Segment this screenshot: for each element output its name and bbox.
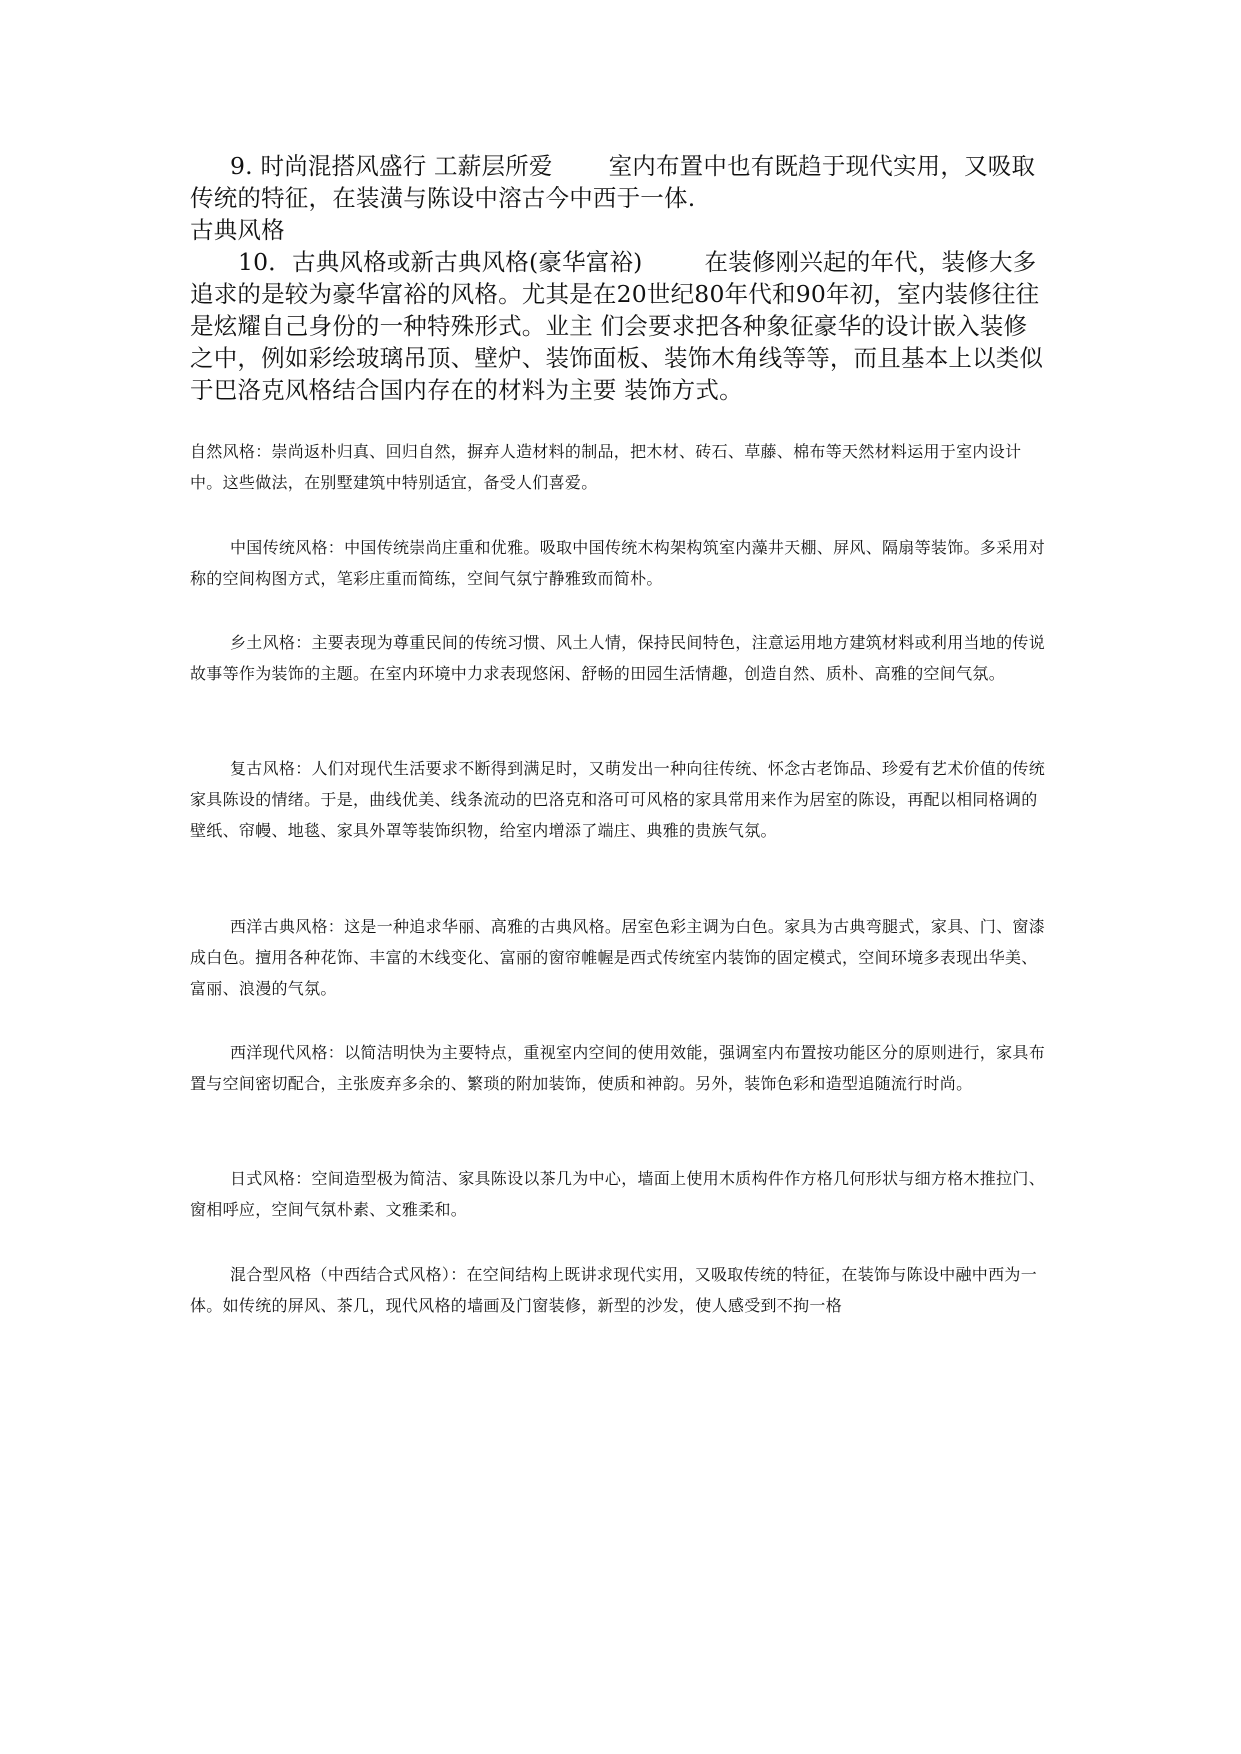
style-paragraph-chinese-traditional: 中国传统风格：中国传统崇尚庄重和优雅。吸取中国传统木构架构筑室内藻井天棚、屏风、隔扇等装饰。多采用对称的空间构图方式，笔彩庄重而简练，空间气氛宁静雅致而简朴。 [190,538,1046,588]
section-9-heading: 9. 时尚混搭风盛行 工薪层所爱 [230,152,553,180]
section-10-body: 在装修刚兴起的年代，装修大多追求的是较为豪华富裕的风格。尤其是在20世纪80年代和90年初，室内装修往往是炫耀自己身份的一种特殊形式。业主 们会要求把各种象征豪华的设计嵌入装修之中，例如彩绘玻璃吊顶、壁炉、装饰面板、装饰木角线等等，而且基本上以类似于巴洛克风格结合国内存在的材料为主要 装饰方式。 [190,248,1044,404]
style-paragraph-japanese: 日式风格：空间造型极为简洁、家具陈设以茶几为中心，墙面上使用木质构件作方格几何形状与细方格木推拉门、窗相呼应，空间气氛朴素、文雅柔和。 [190,1169,1046,1219]
style-paragraph-retro: 复古风格：人们对现代生活要求不断得到满足时，又萌发出一种向往传统、怀念古老饰品、珍爱有艺术价值的传统家具陈设的情绪。于是，曲线优美、线条流动的巴洛克和洛可可风格的家具常用来作为居室的陈设，再配以相同格调的壁纸、帘幔、地毯、家具外罩等装饰织物，给室内增添了端庄、典雅的贵族气氛。 [190,759,1046,840]
classic-style-title: 古典风格 [190,216,285,244]
section-10-heading: 10．古典风格或新古典风格(豪华富裕) [238,248,643,276]
section-9-body: 室内布置中也有既趋于现代实用，又吸取传统的特征，在装潢与陈设中溶古今中西于一体. [190,152,1036,212]
style-paragraph-rustic: 乡土风格：主要表现为尊重民间的传统习惯、风土人情，保持民间特色，注意运用地方建筑材料或利用当地的传说故事等作为装饰的主题。在室内环境中力求表现悠闲、舒畅的田园生活情趣，创造自然、质朴、高雅的空间气氛。 [190,633,1046,683]
section-9-paragraph [190,150,1050,214]
style-paragraph-natural: 自然风格：崇尚返朴归真、回归自然，摒弃人造材料的制品，把木材、砖石、草藤、棉布等天然材料运用于室内设计中。这些做法，在别墅建筑中特别适宜，备受人们喜爱。 [190,442,1022,492]
style-paragraph-western-modern: 西洋现代风格：以简洁明快为主要特点，重视室内空间的使用效能，强调室内布置按功能区分的原则进行，家具布置与空间密切配合，主张废弃多余的、繁琐的附加装饰，使质和神韵。另外，装饰色彩和造型追随流行时尚。 [190,1043,1046,1093]
style-paragraph-mixed: 混合型风格（中西结合式风格）：在空间结构上既讲求现代实用，又吸取传统的特征，在装饰与陈设中融中西为一体。如传统的屏风、茶几，现代风格的墙画及门窗装修，新型的沙发，使人感受到不拘一格 [190,1265,1038,1315]
section-10-paragraph [190,246,1050,406]
style-paragraph-western-classic: 西洋古典风格：这是一种追求华丽、高雅的古典风格。居室色彩主调为白色。家具为古典弯腿式，家具、门、窗漆成白色。擅用各种花饰、丰富的木线变化、富丽的窗帘帷幄是西式传统室内装饰的固定模式，空间环境多表现出华美、富丽、浪漫的气氛。 [190,917,1046,998]
